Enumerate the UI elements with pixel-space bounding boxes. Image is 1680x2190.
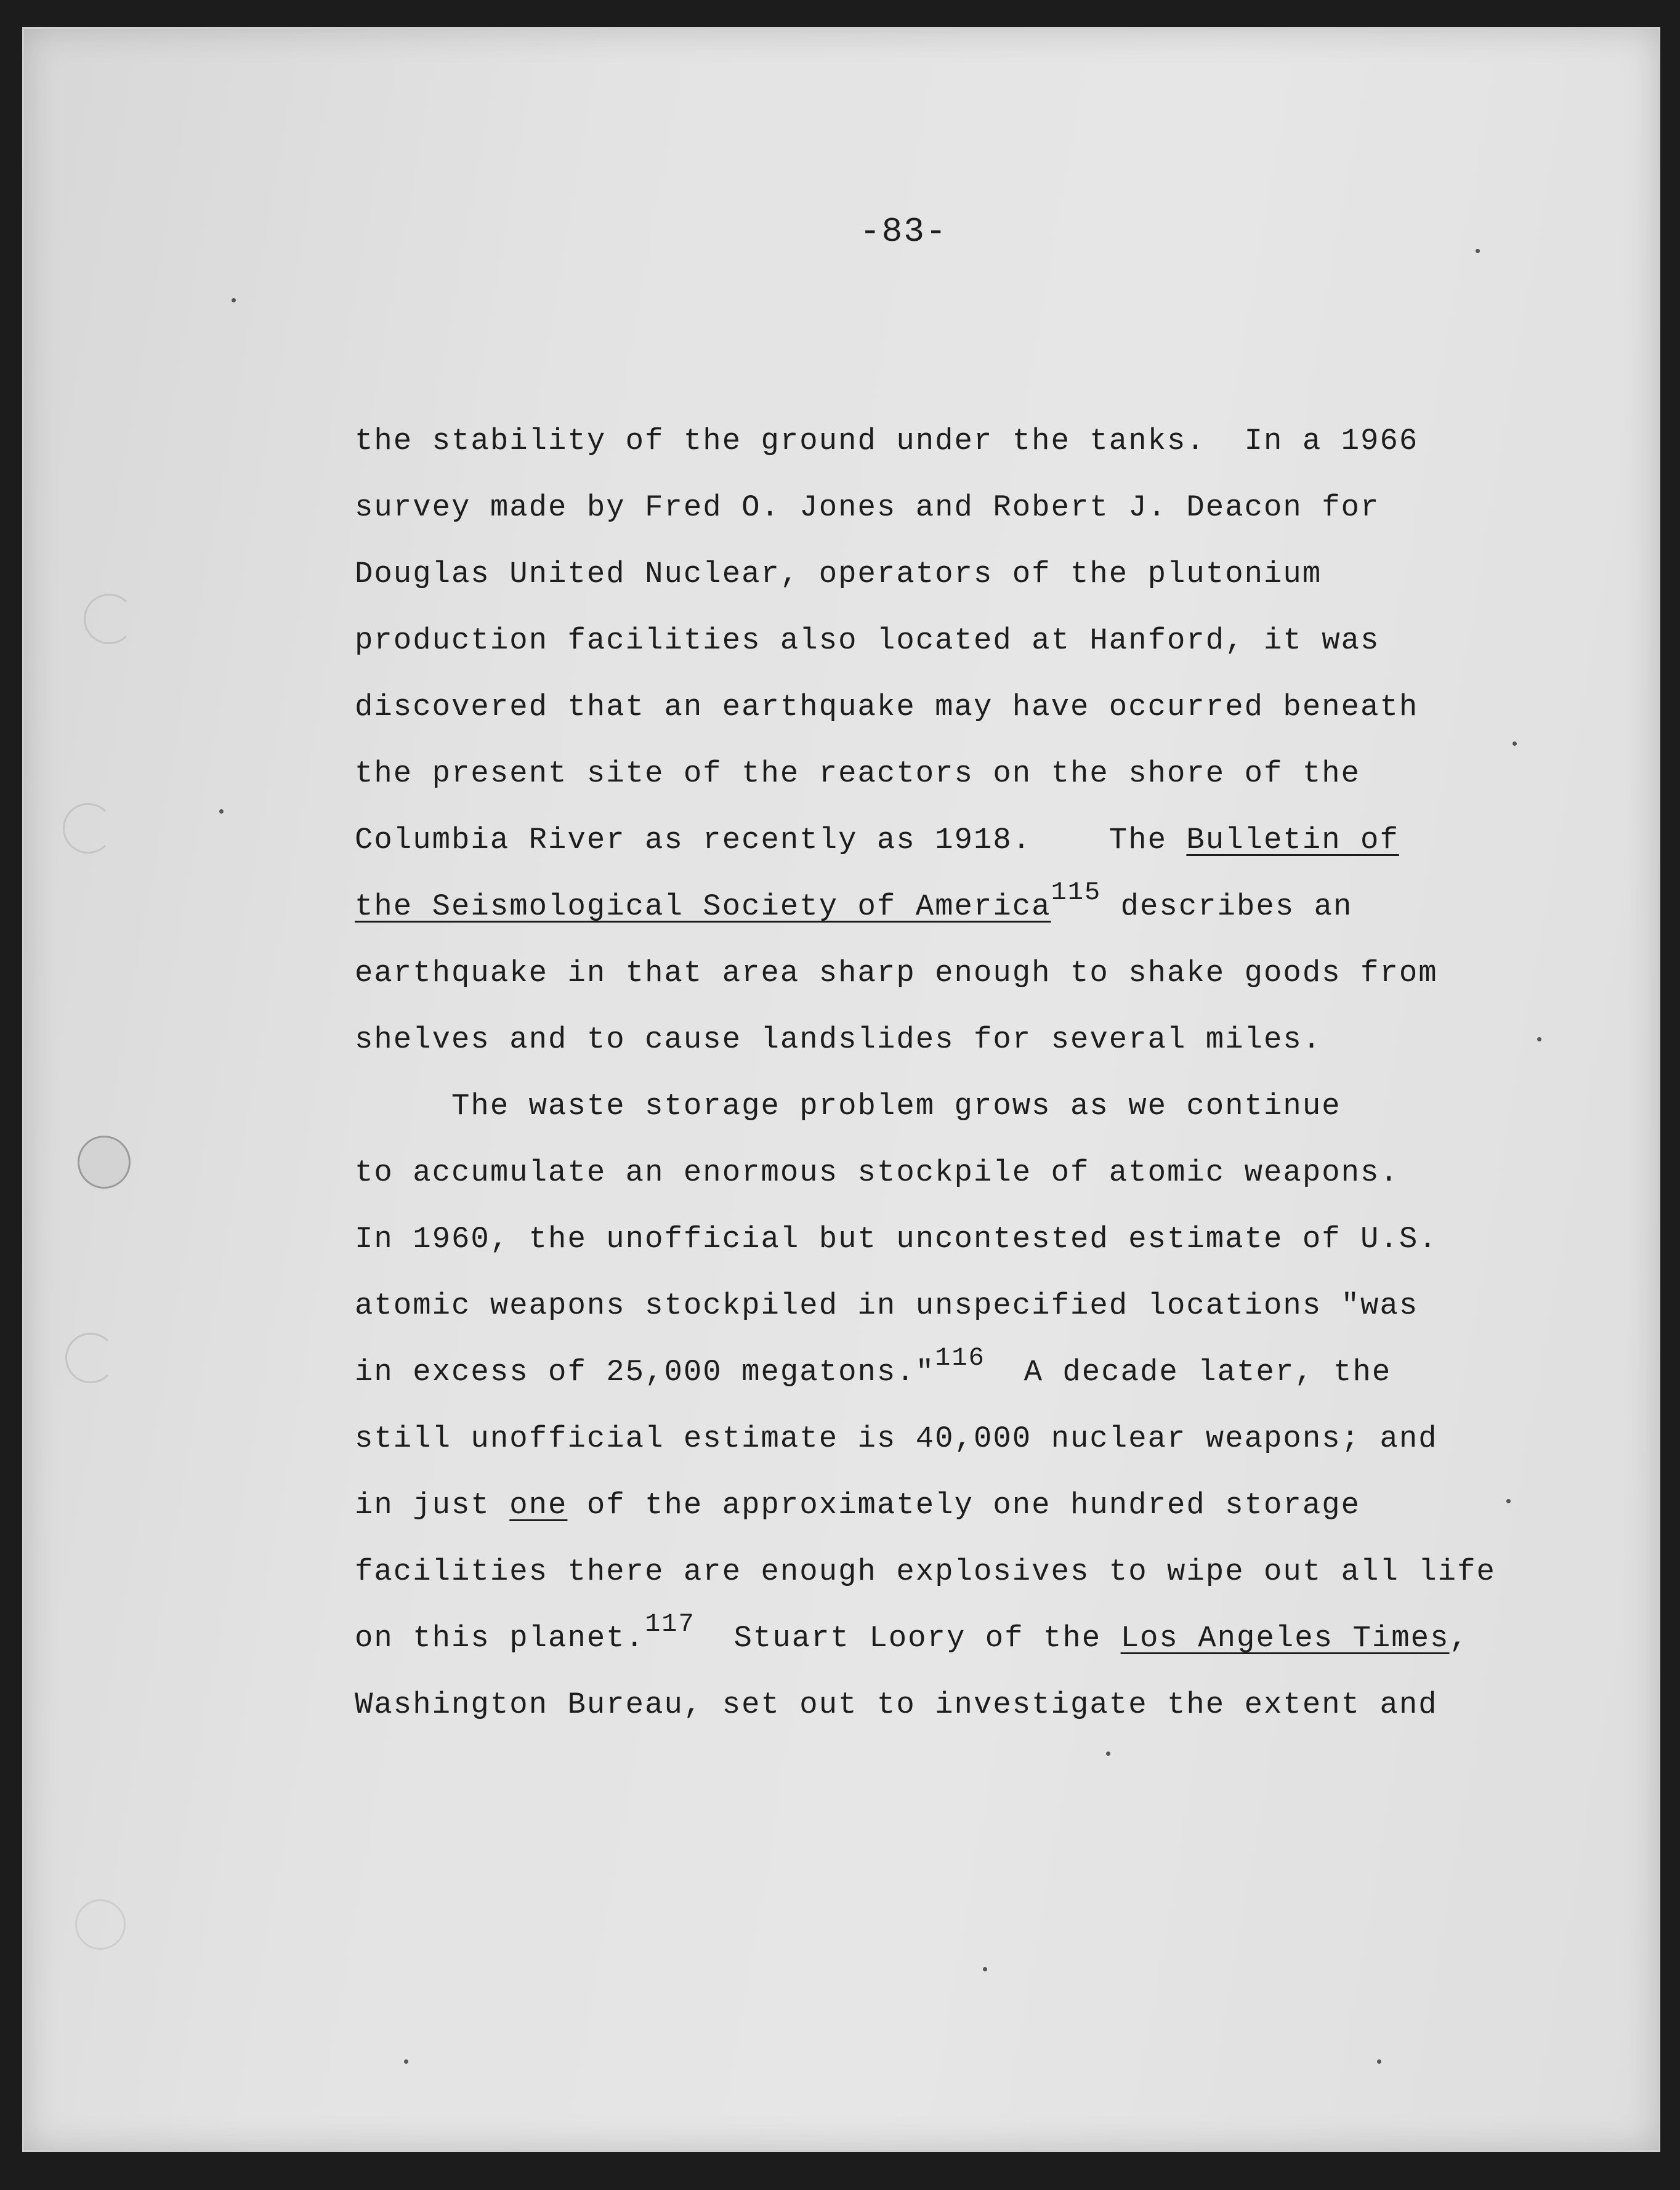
text-line [355, 807, 1586, 873]
text-line [355, 1671, 1586, 1738]
binder-hole-2 [63, 803, 113, 854]
text-line [355, 1472, 1586, 1538]
text-segment: facilities there are enough explosives to wipe out all life [355, 1554, 1496, 1589]
text-segment: Stuart Loory of the [695, 1621, 1121, 1655]
text-line [355, 1339, 1586, 1405]
speck [1106, 1752, 1110, 1756]
text-segment: , [1449, 1621, 1469, 1655]
text-line [355, 1538, 1586, 1605]
text-segment: still unofficial estimate is 40,000 nuclear weapons; and [355, 1421, 1438, 1456]
text-line [355, 474, 1586, 541]
speck [1377, 2059, 1381, 2064]
binder-hole-1 [84, 594, 134, 644]
text-segment: in excess of 25,000 megatons." [355, 1355, 935, 1389]
text-line [355, 1139, 1586, 1206]
binder-hole-4 [65, 1333, 116, 1383]
text-segment: describes an [1101, 889, 1353, 924]
text-line [355, 1206, 1586, 1272]
footnote-marker: 116 [935, 1343, 985, 1373]
underlined-text: Bulletin of [1186, 823, 1399, 857]
speck [1476, 249, 1480, 253]
underlined-text: one [509, 1488, 568, 1522]
page-number: -83- [860, 212, 948, 251]
speck [219, 809, 224, 814]
text-segment: discovered that an earthquake may have occurred beneath [355, 690, 1419, 724]
text-segment: survey made by Fred O. Jones and Robert J. Deacon for [355, 490, 1380, 525]
document-page [22, 27, 1660, 2152]
text-line [355, 1272, 1586, 1339]
text-segment: Columbia River as recently as 1918. The [355, 823, 1187, 857]
speck [404, 2059, 408, 2064]
text-line [355, 873, 1586, 940]
underlined-text: Los Angeles Times [1120, 1621, 1450, 1655]
text-line [355, 740, 1586, 807]
text-segment: the stability of the ground under the tanks. In a 1966 [355, 424, 1419, 458]
text-segment: In 1960, the unofficial but uncontested estimate of U.S. [355, 1222, 1438, 1256]
text-segment: A decade later, the [985, 1355, 1392, 1389]
text-segment: earthquake in that area sharp enough to shake goods from [355, 956, 1438, 990]
text-line [355, 408, 1586, 474]
text-line [355, 1006, 1586, 1073]
text-line [355, 1605, 1586, 1671]
footnote-marker: 117 [645, 1609, 695, 1639]
text-segment: Washington Bureau, set out to investigate the extent and [355, 1687, 1438, 1722]
binder-hole-5 [75, 1899, 126, 1950]
text-line [355, 674, 1586, 740]
text-segment: in just [355, 1488, 510, 1522]
text-segment: Douglas United Nuclear, operators of the plutonium [355, 557, 1322, 591]
binder-hole-3 [78, 1136, 131, 1189]
text-line [355, 541, 1586, 607]
text-segment: atomic weapons stockpiled in unspecified locations "was [355, 1288, 1419, 1323]
text-segment: on this planet. [355, 1621, 645, 1655]
text-line [355, 1073, 1586, 1139]
body-text [355, 408, 1586, 1738]
text-line [355, 607, 1586, 674]
text-segment: to accumulate an enormous stockpile of atomic weapons. [355, 1155, 1399, 1190]
speck [983, 1967, 987, 1971]
underlined-text: the Seismological Society of America [355, 889, 1051, 924]
footnote-marker: 115 [1051, 877, 1102, 907]
speck [232, 298, 236, 302]
text-line [355, 1405, 1586, 1472]
text-segment: production facilities also located at Hanford, it was [355, 623, 1380, 658]
text-segment: The waste storage problem grows as we continue [355, 1089, 1341, 1123]
text-segment: shelves and to cause landslides for several miles. [355, 1022, 1322, 1057]
text-segment: the present site of the reactors on the shore of the [355, 756, 1361, 791]
text-segment: of the approximately one hundred storage [567, 1488, 1361, 1522]
text-line [355, 940, 1586, 1006]
